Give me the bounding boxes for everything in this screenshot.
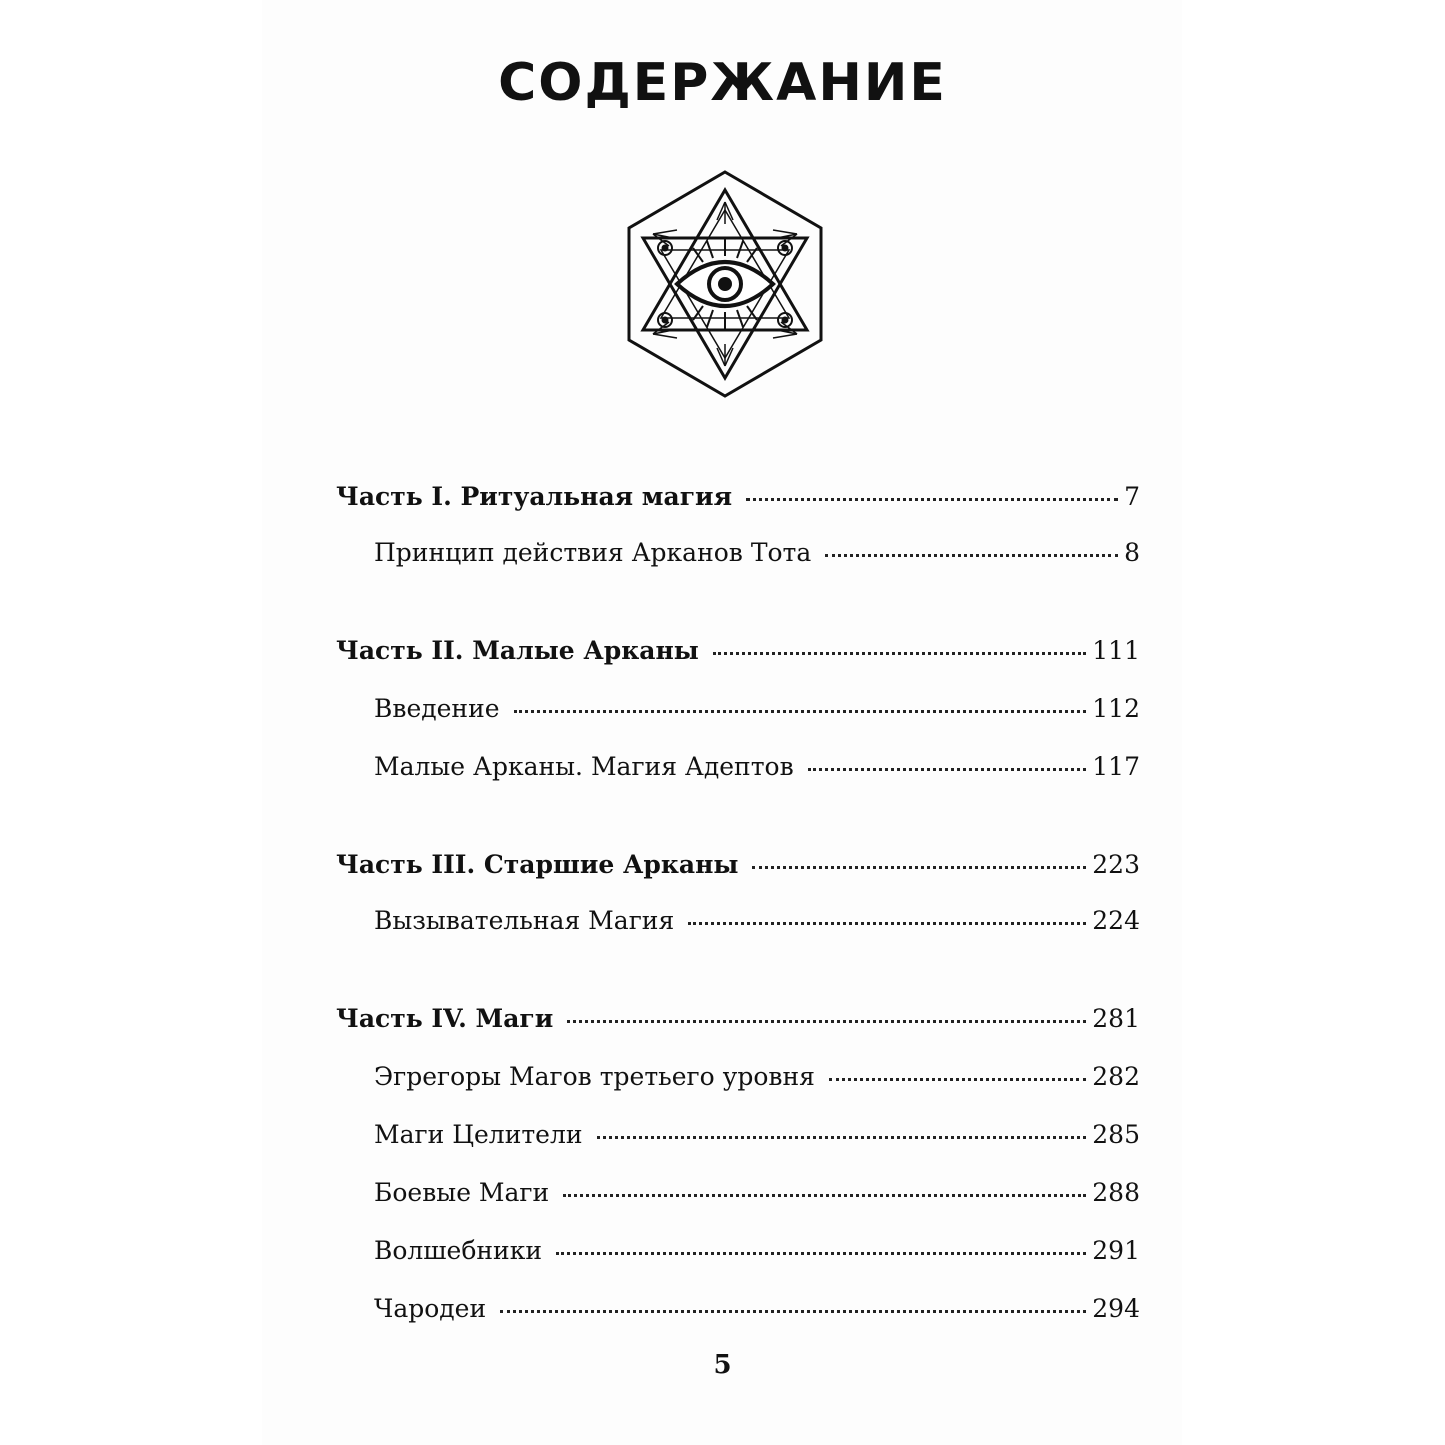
toc-page-number: 117 bbox=[1092, 752, 1140, 781]
toc-entry[interactable] bbox=[374, 538, 1140, 578]
toc-entry[interactable] bbox=[374, 752, 1140, 792]
toc-entry[interactable] bbox=[374, 1062, 1140, 1102]
toc-entry-label: Часть II. Малые Арканы bbox=[336, 636, 699, 665]
toc-page-number: 291 bbox=[1092, 1236, 1140, 1265]
toc-page-number: 111 bbox=[1092, 636, 1140, 665]
toc-part-4[interactable] bbox=[336, 1004, 1140, 1044]
dot-leader bbox=[597, 1135, 1087, 1139]
toc-page-number: 224 bbox=[1092, 906, 1140, 935]
toc-entry-label: Боевые Маги bbox=[374, 1178, 550, 1207]
hexagram-eye-icon bbox=[625, 168, 825, 400]
dot-leader bbox=[688, 921, 1086, 925]
toc-entry-label: Эгрегоры Магов третьего уровня bbox=[374, 1062, 815, 1091]
toc-page-number: 281 bbox=[1092, 1004, 1140, 1033]
dot-leader bbox=[808, 767, 1087, 771]
toc-page-number: 294 bbox=[1092, 1294, 1140, 1323]
dot-leader bbox=[825, 553, 1118, 557]
toc-page-number: 223 bbox=[1092, 850, 1140, 879]
toc-page-number: 282 bbox=[1092, 1062, 1140, 1091]
toc-page-number: 285 bbox=[1092, 1120, 1140, 1149]
toc-page-number: 7 bbox=[1124, 482, 1140, 511]
dot-leader bbox=[752, 865, 1086, 869]
toc-entry-label: Малые Арканы. Магия Адептов bbox=[374, 752, 794, 781]
toc-entry[interactable] bbox=[374, 694, 1140, 734]
page-title: СОДЕРЖАНИЕ bbox=[498, 53, 947, 113]
toc-entry-label: Волшебники bbox=[374, 1236, 543, 1265]
toc-part-2[interactable] bbox=[336, 636, 1140, 676]
page-number-footer: 5 bbox=[713, 1350, 732, 1380]
toc-entry-label: Маги Целители bbox=[374, 1120, 583, 1149]
dot-leader bbox=[746, 497, 1118, 501]
toc-entry[interactable] bbox=[374, 1236, 1140, 1276]
toc-part-3[interactable] bbox=[336, 850, 1140, 890]
toc-entry-label: Часть I. Ритуальная магия bbox=[336, 482, 733, 511]
dot-leader bbox=[556, 1251, 1086, 1255]
toc-page-number: 288 bbox=[1092, 1178, 1140, 1207]
toc-part-1[interactable] bbox=[336, 482, 1140, 522]
dot-leader bbox=[829, 1077, 1086, 1081]
toc-entry-label: Часть III. Старшие Арканы bbox=[336, 850, 739, 879]
dot-leader bbox=[514, 709, 1087, 713]
toc-entry-label: Введение bbox=[374, 694, 500, 723]
toc-page-number: 112 bbox=[1092, 694, 1140, 723]
toc-entry-label: Принцип действия Арканов Тота bbox=[374, 538, 812, 567]
toc-entry-label: Вызывательная Магия bbox=[374, 906, 675, 935]
toc-entry[interactable] bbox=[374, 906, 1140, 946]
dot-leader bbox=[713, 651, 1086, 655]
dot-leader bbox=[563, 1193, 1086, 1197]
toc-page-number: 8 bbox=[1124, 538, 1140, 567]
toc-entry[interactable] bbox=[374, 1294, 1140, 1334]
toc-entry[interactable] bbox=[374, 1178, 1140, 1218]
dot-leader bbox=[567, 1019, 1086, 1023]
dot-leader bbox=[500, 1309, 1086, 1313]
toc-entry[interactable] bbox=[374, 1120, 1140, 1160]
toc-entry-label: Часть IV. Маги bbox=[336, 1004, 554, 1033]
toc-entry-label: Чародеи bbox=[374, 1294, 487, 1323]
